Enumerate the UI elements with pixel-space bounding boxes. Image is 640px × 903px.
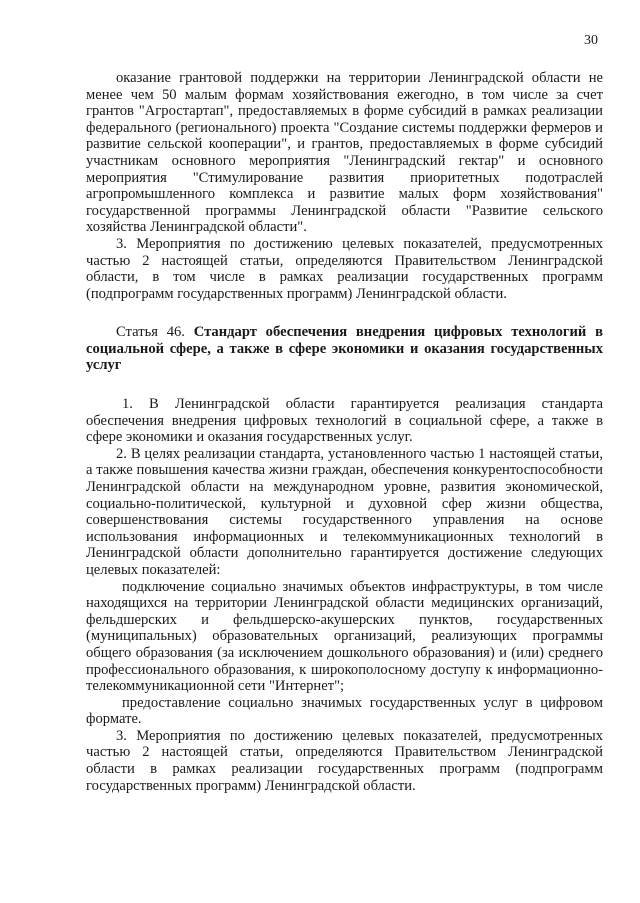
paragraph-indicator-broadband: подключение социально значимых объектов инфраструктуры, в том числе находящихся на территории Ленинградской области медицинских организаций, фельдшерских и фельдшерско-акушерских пунктов, государственных (муниципальных) образовательных организаций, реализующих программы общего образования (за исключением дошкольного образования) и (или) среднего профессионального образования, к широкополосному доступу к информационно-телекоммуникационной сети "Интернет"; xyxy=(86,578,603,695)
paragraph-part-3: 3. Мероприятия по достижению целевых показателей, предусмотренных частью 2 настоящей статьи, определяются Правительством Ленинградской области в рамках реализации государственных программ (подпрограмм государственных программ) Ленинградской области. xyxy=(86,727,603,794)
article-title: Стандарт обеспечения внедрения цифровых технологий в социальной сфере, а также в сфере экономики и оказания государственных услуг xyxy=(86,324,603,374)
paragraph-indicator-digital-services: предоставление социально значимых государственных услуг в цифровом формате. xyxy=(86,694,603,728)
paragraph-part-1: 1. В Ленинградской области гарантируется реализация стандарта обеспечения внедрения цифровых технологий в социальной сфере, а также в сфере экономики и оказания государственных услуг. xyxy=(86,396,603,446)
paragraph-part-2: 2. В целях реализации стандарта, установленного частью 1 настоящей статьи, а также повышения качества жизни граждан, обеспечения конкурентоспособности Ленинградской области на международном уровне, развития экономической, социально-политической, культурной и духовной сфер жизни общества, совершенствования системы государственного управления на основе использования информационных и телекоммуникационных технологий в Ленинградской области дополнительно гарантируется достижение следующих целевых показателей: xyxy=(86,445,603,578)
article-body xyxy=(86,396,603,794)
article-label: Статья 46. xyxy=(116,324,185,340)
article-heading xyxy=(86,324,603,374)
page-number: 30 xyxy=(584,33,598,48)
paragraph-grant-support: оказание грантовой поддержки на территории Ленинградской области не менее чем 50 малым формам хозяйствования ежегодно, в том числе за счет грантов "Агростартап", предоставляемых в форме субсидий в рамках реализации федерального (регионального) проекта "Создание системы поддержки фермеров и развитие сельской кооперации", и грантов, предоставляемых в форме субсидий участникам основного мероприятия "Ленинградский гектар" и основного мероприятия "Стимулирование развития приоритетных подотраслей агропромышленного комплекса и развитие малых форм хозяйствования" государственной программы Ленинградской области "Развитие сельского хозяйства Ленинградской области". xyxy=(86,70,603,236)
paragraph-measures-article-45: 3. Мероприятия по достижению целевых показателей, предусмотренных частью 2 настоящей статьи, определяются Правительством Ленинградской области, в том числе в рамках реализации государственных программ (подпрограмм государственных программ) Ленинградской области. xyxy=(86,235,603,302)
top-text-block xyxy=(86,70,603,302)
